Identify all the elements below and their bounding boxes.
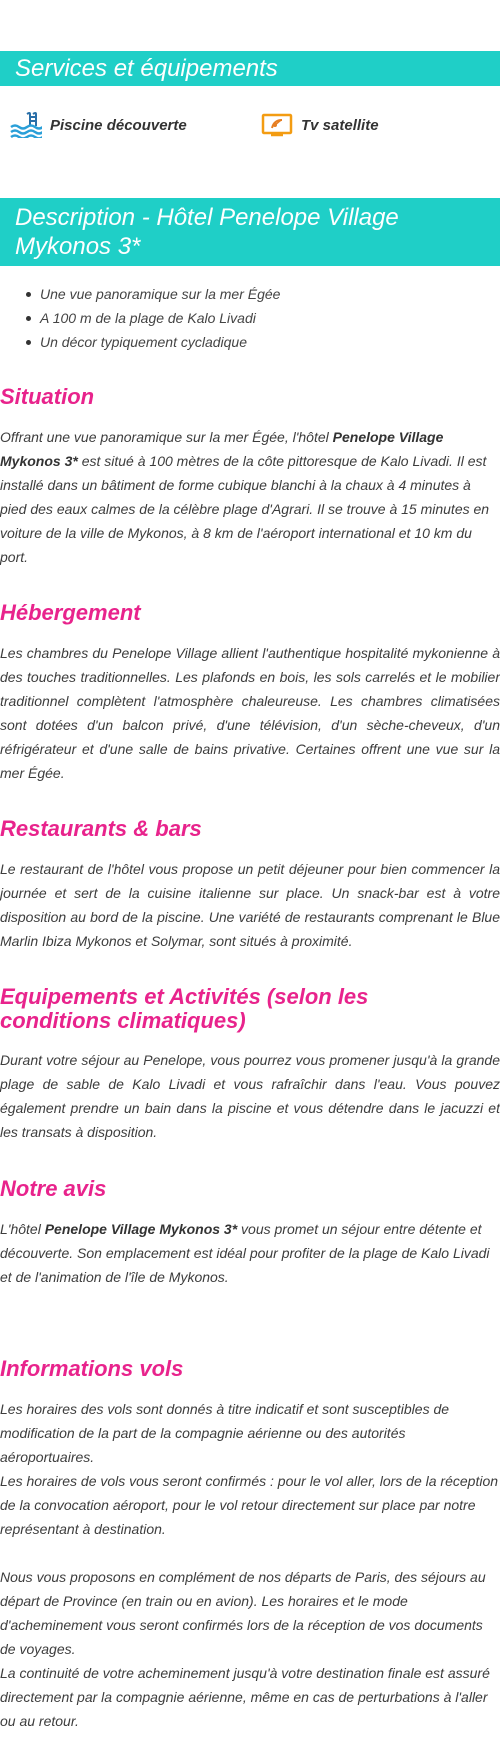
vols-text-1: Les horaires des vols sont donnés à titre indicatif et sont susceptibles de modification de la part de la compagnie aérienne ou des autorités aéroportuaires. xyxy=(0,1401,450,1465)
avis-heading: Notre avis xyxy=(0,1176,107,1201)
hotel-name: Penelope Village Mykonos 3* xyxy=(44,1221,238,1237)
service-item-pool xyxy=(10,110,187,140)
restaurants-heading: Restaurants & bars xyxy=(0,816,202,841)
service-item-tv xyxy=(261,110,379,140)
list-item: Une vue panoramique sur la mer Égée xyxy=(24,282,280,306)
services-title: Services et équipements xyxy=(15,55,278,82)
service-label-pool: Piscine découverte xyxy=(50,116,187,134)
list-item: Un décor typiquement cycladique xyxy=(24,330,280,354)
situation-text: Offrant une vue panoramique sur la mer Égée, l'hôtel Penelope Village Mykonos 3* est situé à 100 mètres de la côte pittoresque de Kalo Livadi. Il est installé dans un bâtiment de forme cubique blanchi à la chaux à 4 minutes à pied des eaux calmes de la célèbre plage d'Agrari. Il se trouve à 15 minutes en voiture de la ville de Mykonos, à 8 km de l'aéroport international et 10 km du port. xyxy=(0,429,490,565)
description-banner xyxy=(0,198,500,266)
vols-text-2: Les horaires de vols vous seront confirmés : pour le vol aller, lors de la réception de la convocation aéroport, pour le vol retour directement sur place par notre représentant à destination. xyxy=(0,1473,499,1537)
hebergement-text: Les chambres du Penelope Village allient l'authentique hospitalité mykonienne à des touches traditionnelles. Les plafonds en bois, les sols carrelés et le mobilier traditionnel complètent l'atmosphère chaleureuse. Les chambres climatisées sont dotées d'un balcon privé, d'une télévision, d'un sèche-cheveux, d'un réfrigérateur et d'une salle de bains privative. Certaines offrent une vue sur la mer Égée. xyxy=(0,645,500,781)
vols-text-3: Nous vous proposons en complément de nos départs de Paris, des séjours au départ de Province (en train ou en avion). Les horaires et le mode d'acheminement vous seront confirmés lors de la réception de vos documents de voyages. xyxy=(0,1569,486,1657)
avis-text: L'hôtel Penelope Village Mykonos 3* vous promet un séjour entre détente et découverte. Son emplacement est idéal pour profiter de la plage de Kalo Livadi et de l'animation de l'île de Mykonos. xyxy=(0,1221,490,1285)
vols-heading: Informations vols xyxy=(0,1356,184,1381)
equipements-heading: Equipements et Activités (selon les conditions climatiques) xyxy=(0,984,369,1033)
vols-text-4: La continuité de votre acheminement jusqu'à votre destination finale est assuré directement par la compagnie aérienne, même en cas de perturbations à l'aller ou au retour. xyxy=(0,1665,490,1729)
hotel-name: Penelope Village Mykonos 3* xyxy=(0,429,444,469)
services-banner xyxy=(0,51,500,86)
pool-icon xyxy=(10,112,42,138)
restaurants-text: Le restaurant de l'hôtel vous propose un petit déjeuner pour bien commencer la journée et sert de la cuisine italienne sur place. Un snack-bar est à votre disposition au bord de la piscine. Une variété de restaurants comprenant le Blue Marlin Ibiza Mykonos et Solymar, sont situés à proximité. xyxy=(0,861,500,949)
description-title: Description - Hôtel Penelope Village Mykonos 3* xyxy=(15,204,399,260)
equipements-text: Durant votre séjour au Penelope, vous pourrez vous promener jusqu'à la grande plage de sable de Kalo Livadi et vous rafraîchir dans l'eau. Vous pouvez également prendre un bain dans la piscine et vous détendre dans le jacuzzi et les transats à disposition. xyxy=(0,1052,500,1140)
service-label-tv: Tv satellite xyxy=(301,116,379,134)
hebergement-heading: Hébergement xyxy=(0,600,141,625)
satellite-tv-icon xyxy=(261,112,293,138)
highlights-list xyxy=(24,282,280,354)
list-item: A 100 m de la plage de Kalo Livadi xyxy=(24,306,280,330)
situation-heading: Situation xyxy=(0,384,95,409)
